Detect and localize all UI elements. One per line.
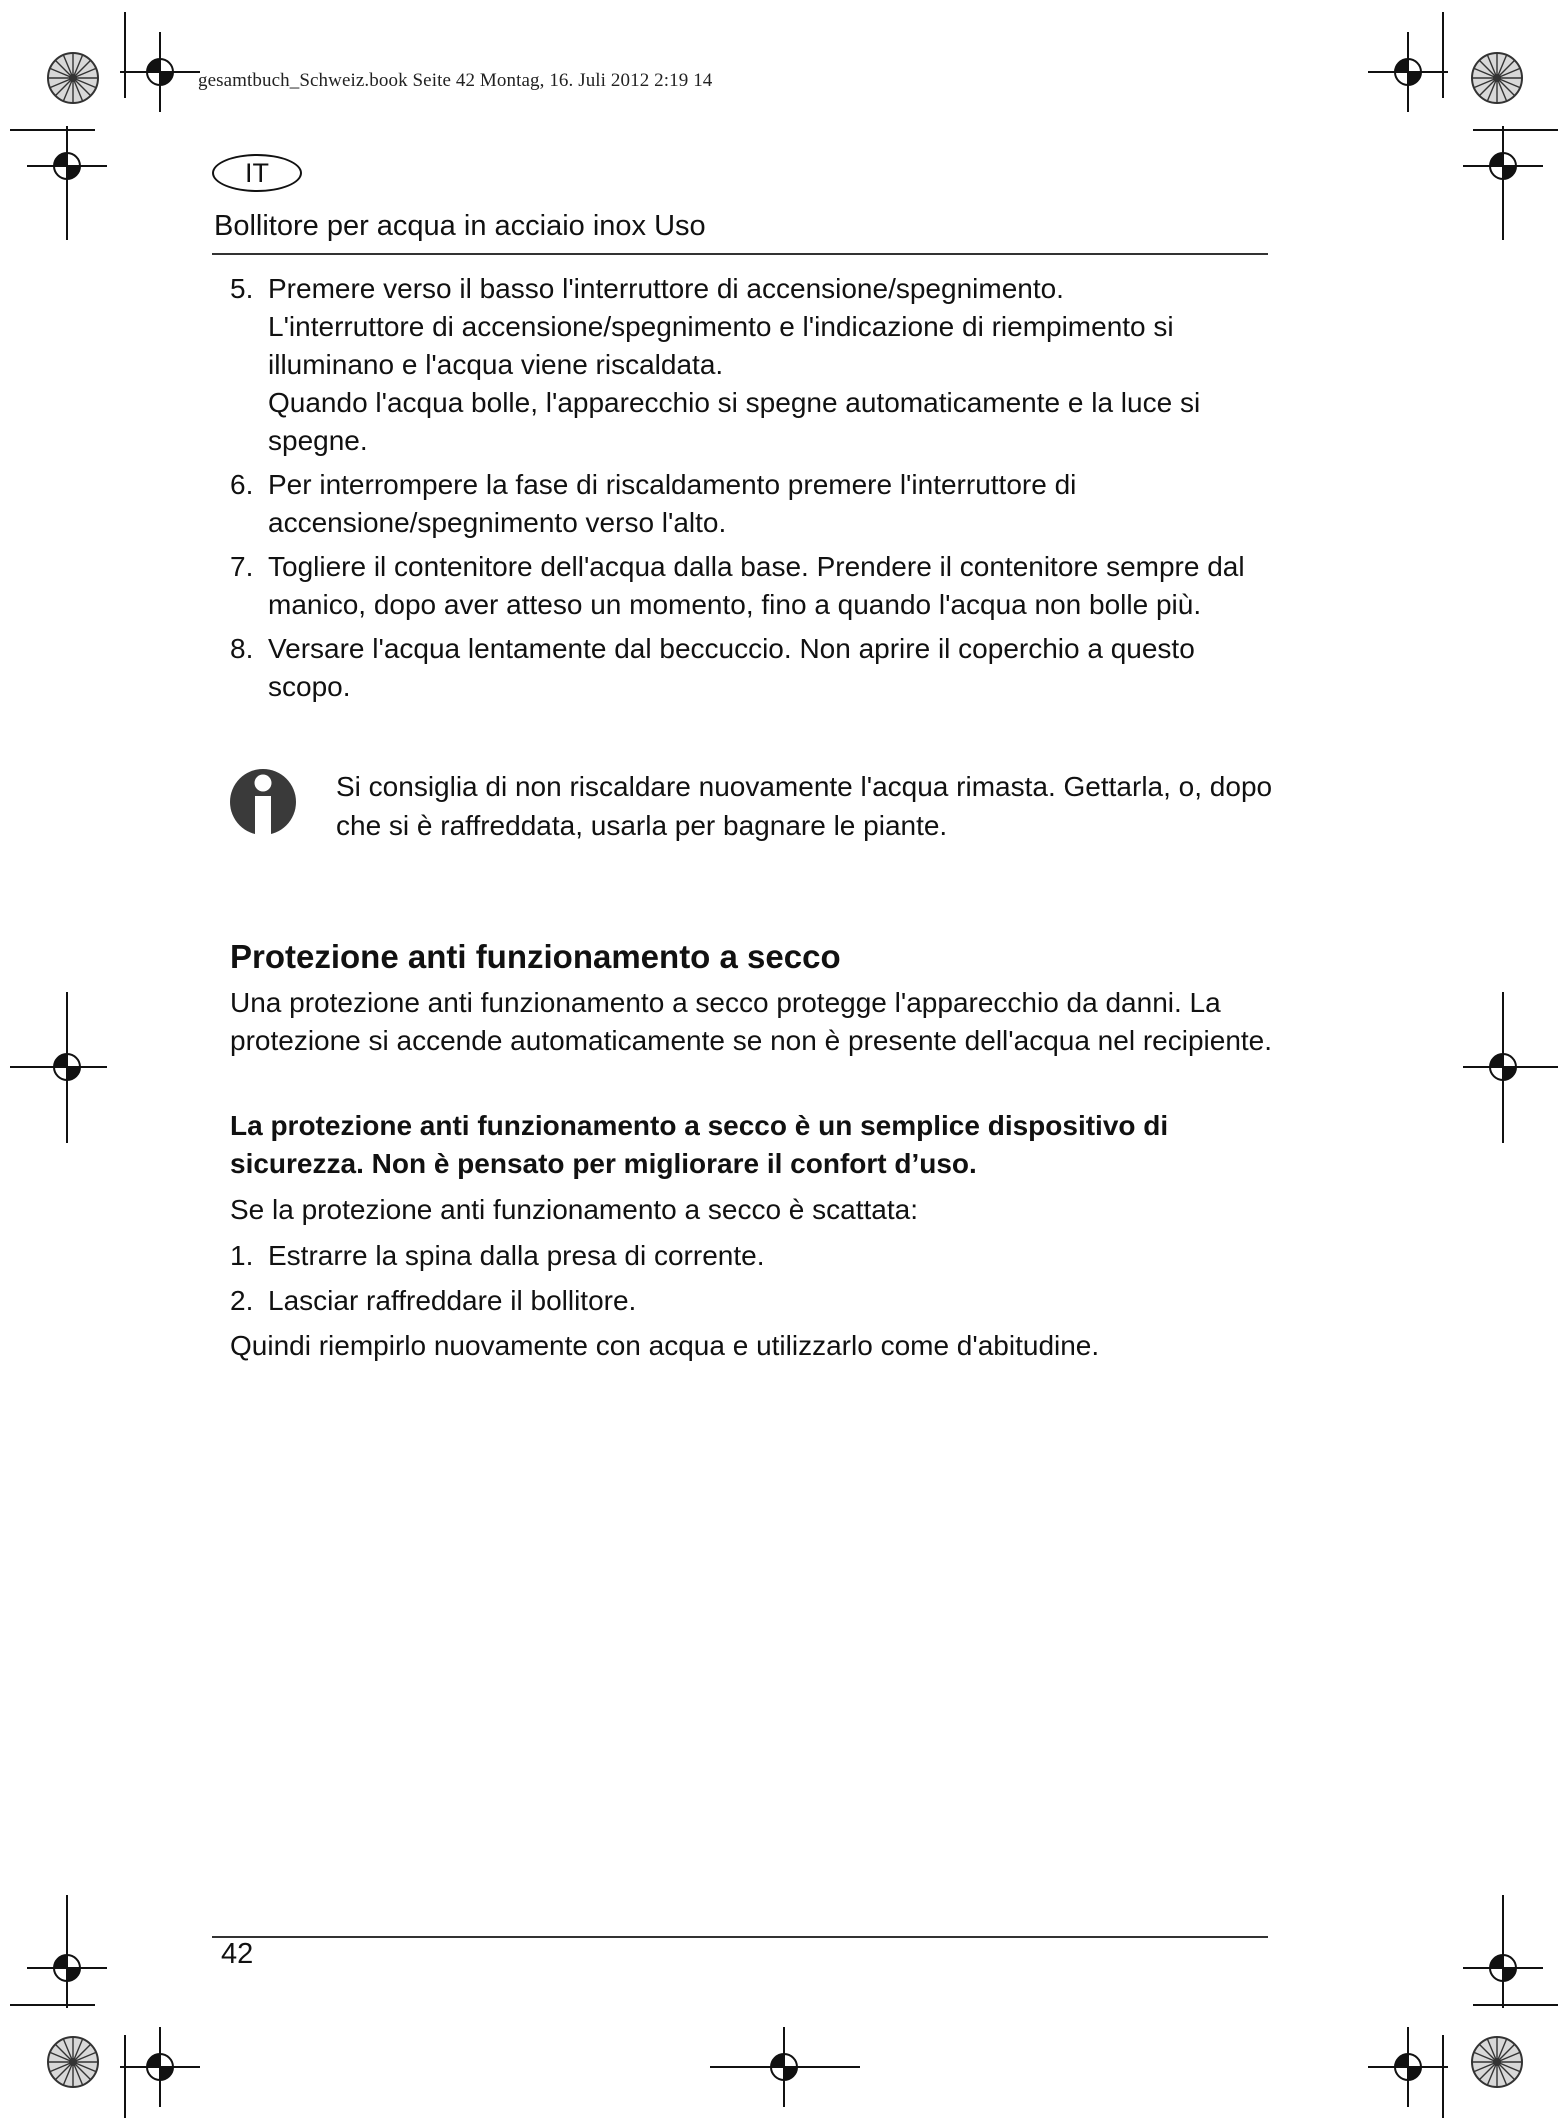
dry-step-2 [230, 1282, 1280, 1320]
step-number: 5. [230, 273, 254, 304]
step-6 [230, 466, 1280, 542]
usage-steps [230, 270, 1280, 712]
print-header: gesamtbuch_Schweiz.book Seite 42 Montag, 16. Juli 2012 2:19 14 [198, 70, 713, 91]
section-intro: Una protezione anti funzionamento a secco protegge l'apparecchio da danni. La protezione si accende automaticamente se non è presente dell'acqua nel recipiente. [230, 987, 1273, 1056]
step-number: 1. [230, 1240, 254, 1271]
closing-text: Quindi riempirlo nuovamente con acqua e utilizzarlo come d'abitudine. [230, 1330, 1100, 1361]
step-text: Togliere il contenitore dell'acqua dalla base. Prendere il contenitore sempre dal manico, dopo aver atteso un momento, fino a quando l'acqua non bolle più. [268, 551, 1245, 620]
language-badge-label: IT [245, 157, 269, 188]
step-text: Lasciar raffreddare il bollitore. [268, 1285, 637, 1316]
page-number: 42 [221, 1938, 254, 1970]
condition-text: Se la protezione anti funzionamento a secco è scattata: [230, 1194, 918, 1225]
language-badge [212, 154, 302, 192]
safety-note: La protezione anti funzionamento a secco è un semplice dispositivo di sicurezza. Non è pensato per migliorare il confort d’uso. [230, 1110, 1169, 1179]
dry-step-1 [230, 1237, 1280, 1275]
dry-protection-steps [230, 1237, 1280, 1327]
footer-rule [212, 1936, 1268, 1938]
step-number: 2. [230, 1285, 254, 1316]
step-text: Premere verso il basso l'interruttore di accensione/spegnimento. [268, 273, 1064, 304]
step-8 [230, 630, 1280, 706]
step-text: Versare l'acqua lentamente dal beccuccio. Non aprire il coperchio a questo scopo. [268, 633, 1195, 702]
step-number: 6. [230, 469, 254, 500]
step-text: L'interruttore di accensione/spegnimento e l'indicazione di riempimento si illuminano e l'acqua viene riscaldata. [268, 311, 1174, 380]
step-5 [230, 270, 1280, 460]
step-text: Quando l'acqua bolle, l'apparecchio si spegne automaticamente e la luce si spegne. [268, 387, 1201, 456]
header-rule [212, 253, 1268, 255]
step-number: 8. [230, 633, 254, 664]
step-text: Estrarre la spina dalla presa di corrente. [268, 1240, 765, 1271]
step-text: Per interrompere la fase di riscaldamento premere l'interruttore di accensione/spegnimento verso l'alto. [268, 469, 1077, 538]
section-heading: Protezione anti funzionamento a secco [230, 938, 841, 975]
info-icon [228, 766, 298, 838]
info-note-text: Si consiglia di non riscaldare nuovamente l'acqua rimasta. Gettarla, o, dopo che si è raffreddata, usarla per bagnare le piante. [336, 771, 1273, 841]
step-7 [230, 548, 1280, 624]
step-number: 7. [230, 551, 254, 582]
running-title: Bollitore per acqua in acciaio inox Uso [214, 210, 706, 242]
